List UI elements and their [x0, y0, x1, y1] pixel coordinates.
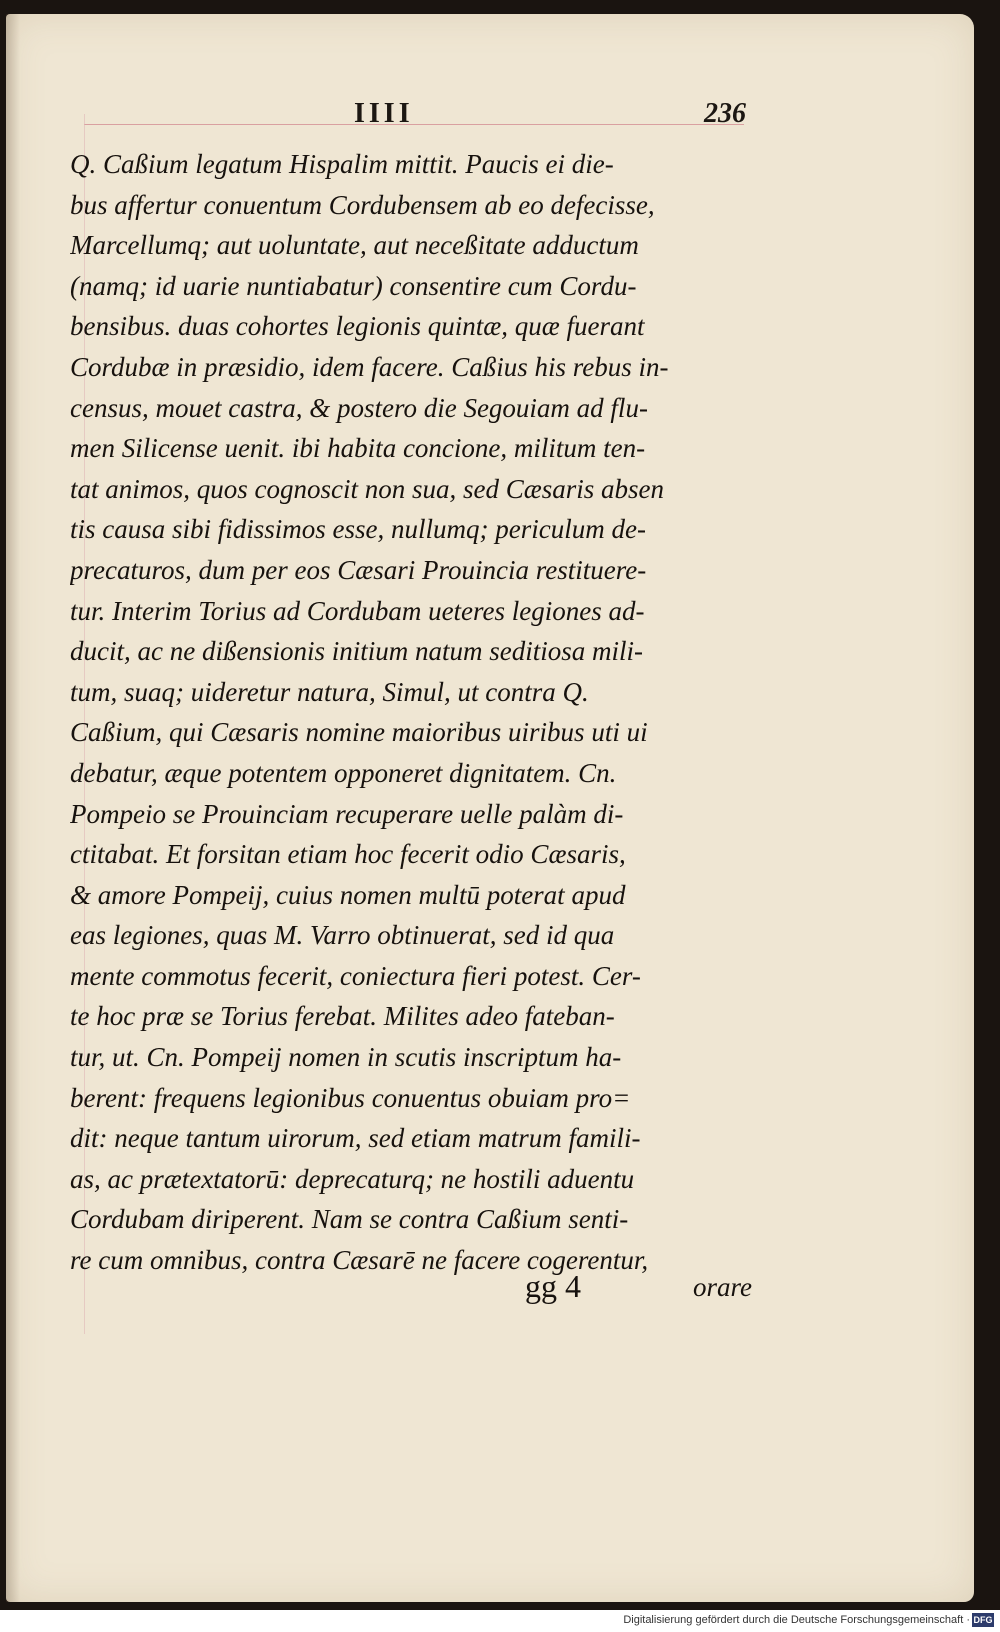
- text-line: tum, suaq; uideretur natura, Simul, ut contra Q.: [70, 676, 589, 707]
- text-line: (namq; id uarie nuntiabatur) consentire cum Cordu-: [70, 270, 637, 301]
- text-line: bus affertur conuentum Cordubensem ab eo defecisse,: [70, 189, 655, 220]
- text-line: precaturos, dum per eos Cæsari Prouincia restituere-: [70, 554, 647, 585]
- text-line: dit: neque tantum uirorum, sed etiam matrum famili-: [70, 1123, 641, 1154]
- text-line: Cordubæ in præsidio, idem facere. Caßius his rebus in-: [70, 351, 669, 382]
- text-line: ducit, ac ne dißensionis initium natum seditiosa mili-: [70, 636, 643, 667]
- text-line: te hoc præ se Torius ferebat. Milites adeo fateban-: [70, 1001, 615, 1032]
- text-line: Caßium, qui Cæsaris nomine maioribus uiribus uti ui: [70, 717, 648, 748]
- text-line: census, mouet castra, & postero die Segouiam ad flu-: [70, 392, 648, 423]
- text-line: re cum omnibus, contra Cæsarē ne facere cogerentur,: [70, 1245, 649, 1276]
- text-line: & amore Pompeij, cuius nomen multū poterat apud: [70, 879, 626, 910]
- text-line: berent: frequens legionibus conuentus obuiam pro=: [70, 1082, 631, 1113]
- text-line: debatur, æque potentem opponeret dignitatem. Cn.: [70, 757, 617, 788]
- page-footer: [70, 1268, 750, 1308]
- text-line: ctitabat. Et forsitan etiam hoc fecerit odio Cæsaris,: [70, 839, 626, 870]
- text-line: as, ac prætextatorū: deprecaturq; ne hostili aduentu: [70, 1163, 635, 1194]
- text-line: tis causa sibi fidissimos esse, nullumq; periculum de-: [70, 514, 646, 545]
- text-line: Marcellumq; aut uoluntate, aut neceßitate adductum: [70, 230, 639, 261]
- running-head: [86, 98, 746, 130]
- text-line: men Silicense uenit. ibi habita concione, militum ten-: [70, 433, 646, 464]
- text-line: Q. Caßium legatum Hispalim mittit. Paucis ei die-: [70, 149, 614, 179]
- text-line: tur. Interim Torius ad Cordubam ueteres legiones ad-: [70, 595, 645, 626]
- text-line: Pompeio se Prouinciam recuperare uelle palàm di-: [70, 798, 624, 829]
- digitization-credit: Digitalisierung gefördert durch die Deutsche Forschungsgemeinschaft ·: [623, 1614, 970, 1626]
- text-line: mente commotus fecerit, coniectura fieri potest. Cer-: [70, 960, 641, 991]
- dfg-logo-icon: DFG: [973, 1615, 993, 1625]
- digitization-credit-bar: [0, 1610, 1000, 1632]
- catchword: orare: [693, 1272, 752, 1302]
- body-text: [70, 144, 750, 1281]
- page-number: 236: [704, 98, 746, 129]
- signature-mark: gg 4: [525, 1268, 581, 1304]
- book-page: [6, 14, 974, 1602]
- text-line: bensibus. duas cohortes legionis quintæ, quæ fuerant: [70, 311, 645, 342]
- text-line: tat animos, quos cognoscit non sua, sed Cæsaris absen: [70, 473, 665, 504]
- text-line: eas legiones, quas M. Varro obtinuerat, sed id qua: [70, 920, 615, 951]
- text-line: tur, ut. Cn. Pompeij nomen in scutis inscriptum ha-: [70, 1042, 622, 1073]
- running-head-signature: IIII: [354, 98, 414, 129]
- text-line: Cordubam diriperent. Nam se contra Caßium senti-: [70, 1204, 629, 1235]
